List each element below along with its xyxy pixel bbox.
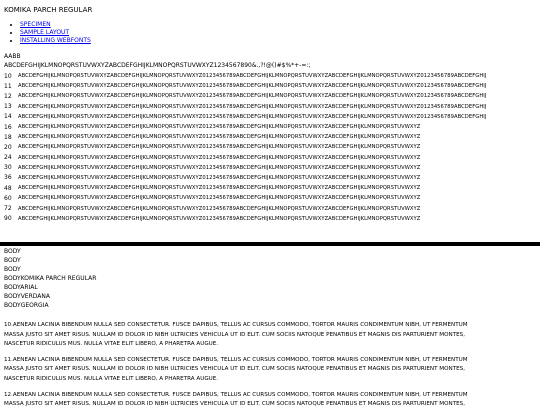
charset-pair: AABB [4,53,21,60]
size-label: 90 [4,215,12,223]
size-sample: ABCDEFGHIJKLMNOPQRSTUVWXYZABCDEFGHIJKLMNOPQRSTUVWXYZ0123456789ABCDEFGHIJKLMNOPQRSTUVWXYZABCDEFGHIJKLMNOPQRSTUVWXYZ0123456789ABCDEFGHIJ [18,93,487,100]
size-sample: ABCDEFGHIJKLMNOPQRSTUVWXYZABCDEFGHIJKLMNOPQRSTUVWXYZ0123456789ABCDEFGHIJKLMNOPQRSTUVWXYZABCDEFGHIJKLMNOPQRSTUVWXYZ [18,185,421,192]
nav-link-sample-layout[interactable]: SAMPLE LAYOUT [20,29,70,36]
nav-link-installing-webfonts[interactable]: INSTALLING WEBFONTS [20,37,91,44]
size-label: 16 [4,123,12,131]
size-label: 10 [4,72,12,80]
paragraph-line: NASCETUR RIDICULUS MUS. NULLA VITAE ELIT LIBERO, A PHARETRA AUGUE. [4,341,219,348]
size-sample: ABCDEFGHIJKLMNOPQRSTUVWXYZABCDEFGHIJKLMNOPQRSTUVWXYZ0123456789ABCDEFGHIJKLMNOPQRSTUVWXYZABCDEFGHIJKLMNOPQRSTUVWXYZ [18,215,421,222]
size-row [4,71,540,81]
nav-item-installing-webfonts [20,37,540,45]
nav-item-sample-layout [20,29,540,37]
size-label: 13 [4,103,12,111]
size-row [4,81,540,91]
size-row [4,214,540,224]
body-row: BODY [4,266,21,273]
paragraph-sample [4,356,536,385]
body-row: BODYVERDANA [4,293,50,300]
nav-link-specimen[interactable]: SPECIMEN [20,21,51,28]
size-row [4,163,540,173]
size-sample: ABCDEFGHIJKLMNOPQRSTUVWXYZABCDEFGHIJKLMNOPQRSTUVWXYZ0123456789ABCDEFGHIJKLMNOPQRSTUVWXYZABCDEFGHIJKLMNOPQRSTUVWXYZ0123456789ABCDEFGHIJ [18,73,487,80]
size-label: 11 [4,82,12,90]
size-sample: ABCDEFGHIJKLMNOPQRSTUVWXYZABCDEFGHIJKLMNOPQRSTUVWXYZ0123456789ABCDEFGHIJKLMNOPQRSTUVWXYZABCDEFGHIJKLMNOPQRSTUVWXYZ [18,134,421,141]
size-label: 30 [4,164,12,172]
size-row [4,183,540,193]
paragraph-sample [4,391,536,410]
nav-list [4,21,540,45]
paragraph-line: MASSA JUSTO SIT AMET RISUS. NULLAM ID DOLOR ID NIBH ULTRICIES VEHICULA UT ID ELIT. CUM SOCIIS NATOQUE PENATIBUS ET MAGNIS DIS PARTURIENT MONTES, [4,331,465,338]
body-row: BODYGEORGIA [4,302,49,309]
size-row [4,153,540,163]
size-label: 20 [4,143,12,151]
size-row [4,132,540,142]
nav-item-specimen [20,21,540,29]
paragraph-line: 12.AENEAN LACINIA BIBENDUM NULLA SED CONSECTETUR. FUSCE DAPIBUS, TELLUS AC CURSUS COMMODO, TORTOR MAURIS CONDIMENTUM NIBH, UT FERMENTUM [4,391,468,398]
body-row: BODY [4,248,21,255]
size-label: 60 [4,194,12,202]
size-waterfall [4,71,540,224]
paragraph-line: 10.AENEAN LACINIA BIBENDUM NULLA SED CONSECTETUR. FUSCE DAPIBUS, TELLUS AC CURSUS COMMODO, TORTOR MAURIS CONDIMENTUM NIBH, UT FERMENTUM [4,322,468,328]
paragraph-sample [4,321,536,350]
specimen-page [4,0,540,224]
size-label: 72 [4,205,12,213]
size-row [4,112,540,122]
charset-line: ABCDEFGHIJKLMNOPQRSTUVWXYZABCDEFGHIJKLMNOPQRSTUVWXYZ1234567890&.,?!@()#$%*+-=:; [4,62,311,69]
size-sample: ABCDEFGHIJKLMNOPQRSTUVWXYZABCDEFGHIJKLMNOPQRSTUVWXYZ0123456789ABCDEFGHIJKLMNOPQRSTUVWXYZABCDEFGHIJKLMNOPQRSTUVWXYZ [18,174,421,181]
size-label: 14 [4,113,12,121]
body-row: BODYKOMIKA PARCH REGULAR [4,275,97,282]
paragraph-line: NASCETUR RIDICULUS MUS. NULLA VITAE ELIT LIBERO, A PHARETRA AUGUE. [4,375,219,382]
page-title: KOMIKA PARCH REGULAR [4,6,93,14]
divider-rule [0,242,540,246]
size-sample: ABCDEFGHIJKLMNOPQRSTUVWXYZABCDEFGHIJKLMNOPQRSTUVWXYZ0123456789ABCDEFGHIJKLMNOPQRSTUVWXYZABCDEFGHIJKLMNOPQRSTUVWXYZ [18,164,421,171]
size-label: 48 [4,184,12,192]
size-sample: ABCDEFGHIJKLMNOPQRSTUVWXYZABCDEFGHIJKLMNOPQRSTUVWXYZ0123456789ABCDEFGHIJKLMNOPQRSTUVWXYZABCDEFGHIJKLMNOPQRSTUVWXYZ [18,144,421,151]
size-label: 18 [4,133,12,141]
paragraph-line: 11.AENEAN LACINIA BIBENDUM NULLA SED CONSECTETUR. FUSCE DAPIBUS, TELLUS AC CURSUS COMMODO, TORTOR MAURIS CONDIMENTUM NIBH, UT FERMENTUM [4,356,468,363]
size-row [4,102,540,112]
size-sample: ABCDEFGHIJKLMNOPQRSTUVWXYZABCDEFGHIJKLMNOPQRSTUVWXYZ0123456789ABCDEFGHIJKLMNOPQRSTUVWXYZABCDEFGHIJKLMNOPQRSTUVWXYZ0123456789ABCDEFGHIJ [18,103,487,110]
body-row: BODY [4,257,21,264]
size-row [4,193,540,203]
size-sample: ABCDEFGHIJKLMNOPQRSTUVWXYZABCDEFGHIJKLMNOPQRSTUVWXYZ0123456789ABCDEFGHIJKLMNOPQRSTUVWXYZABCDEFGHIJKLMNOPQRSTUVWXYZ0123456789ABCDEFGHIJ [18,83,487,90]
size-row [4,203,540,213]
size-label: 36 [4,174,12,182]
size-sample: ABCDEFGHIJKLMNOPQRSTUVWXYZABCDEFGHIJKLMNOPQRSTUVWXYZ0123456789ABCDEFGHIJKLMNOPQRSTUVWXYZABCDEFGHIJKLMNOPQRSTUVWXYZ [18,205,421,212]
size-sample: ABCDEFGHIJKLMNOPQRSTUVWXYZABCDEFGHIJKLMNOPQRSTUVWXYZ0123456789ABCDEFGHIJKLMNOPQRSTUVWXYZABCDEFGHIJKLMNOPQRSTUVWXYZ [18,154,421,161]
size-row [4,122,540,132]
size-sample: ABCDEFGHIJKLMNOPQRSTUVWXYZABCDEFGHIJKLMNOPQRSTUVWXYZ0123456789ABCDEFGHIJKLMNOPQRSTUVWXYZABCDEFGHIJKLMNOPQRSTUVWXYZ0123456789ABCDEFGHIJ [18,113,487,120]
size-label: 24 [4,154,12,162]
size-label: 12 [4,92,12,100]
size-sample: ABCDEFGHIJKLMNOPQRSTUVWXYZABCDEFGHIJKLMNOPQRSTUVWXYZ0123456789ABCDEFGHIJKLMNOPQRSTUVWXYZABCDEFGHIJKLMNOPQRSTUVWXYZ [18,124,421,131]
size-sample: ABCDEFGHIJKLMNOPQRSTUVWXYZABCDEFGHIJKLMNOPQRSTUVWXYZ0123456789ABCDEFGHIJKLMNOPQRSTUVWXYZABCDEFGHIJKLMNOPQRSTUVWXYZ [18,195,421,202]
body-samples [4,247,540,410]
size-row [4,142,540,152]
character-set [4,52,540,70]
body-row: BODYARIAL [4,284,38,291]
paragraph-line: MASSA JUSTO SIT AMET RISUS. NULLAM ID DOLOR ID NIBH ULTRICIES VEHICULA UT ID ELIT. CUM SOCIIS NATOQUE PENATIBUS ET MAGNIS DIS PARTURIENT MONTES, [4,366,465,373]
paragraph-samples [4,321,540,410]
size-row [4,91,540,101]
size-row [4,173,540,183]
paragraph-line: MASSA JUSTO SIT AMET RISUS. NULLAM ID DOLOR ID NIBH ULTRICIES VEHICULA UT ID ELIT. CUM SOCIIS NATOQUE PENATIBUS ET MAGNIS DIS PARTURIENT MONTES, [4,401,465,408]
